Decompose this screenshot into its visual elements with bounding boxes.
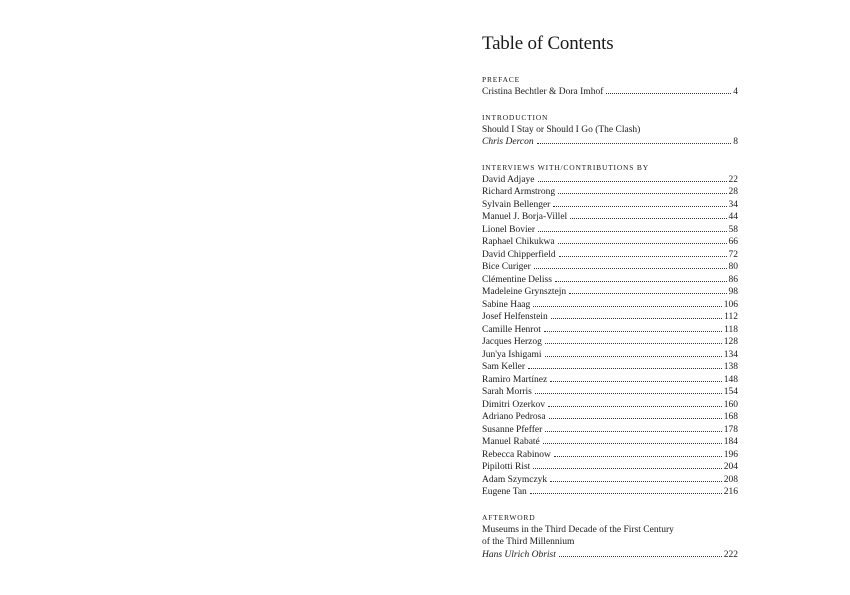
entry-page: 8 [733,137,738,147]
entry-name: Sam Keller [482,362,526,372]
entry-page: 154 [723,387,738,397]
entry-name: Bice Curiger [482,262,531,272]
right-page [425,0,850,595]
dot-leader [543,443,722,444]
toc-entry[interactable] [482,274,738,287]
entry-page: 28 [728,187,738,197]
entry-page: 80 [728,262,738,272]
entry-name: Rebecca Rabinow [482,449,551,460]
entry-page: 196 [723,449,738,460]
dot-leader [554,456,722,457]
toc-entry-afterword[interactable] [482,549,738,562]
dot-leader [551,318,722,319]
entry-page: 204 [723,462,738,472]
section-label-afterword: AFTERWORD [482,512,536,522]
entry-name: Dimitri Ozerkov [482,399,546,410]
toc-entry[interactable] [482,399,738,412]
section-preface [482,75,738,99]
toc-entry[interactable] [482,311,738,324]
section-interviews [482,163,738,499]
toc-entry[interactable] [482,386,738,399]
dot-leader [544,331,722,332]
toc-entry[interactable] [482,186,738,199]
interview-list [482,174,738,499]
entry-name: Lionel Bovier [482,224,536,235]
entry-name: Jun'ya Ishigami [482,349,542,360]
entry-page: 138 [723,362,738,372]
toc-entry[interactable] [482,261,738,274]
entry-author: Chris Dercon [482,137,534,147]
entry-name: Josef Helfenstein [482,312,548,322]
table-of-contents [482,33,738,575]
dot-leader [533,468,721,469]
entry-name: Madeleine Grynsztejn [482,287,567,297]
toc-title: Table of Contents [482,33,614,54]
toc-entry[interactable] [482,349,738,362]
section-label-introduction: INTRODUCTION [482,112,549,122]
entry-name: Manuel Rabaté [482,437,540,447]
section-afterword [482,513,738,562]
entry-page: 168 [723,412,738,422]
toc-entry[interactable] [482,249,738,262]
toc-entry[interactable] [482,424,738,437]
entry-page: 98 [728,287,738,297]
dot-leader [533,306,721,307]
entry-page: 66 [728,237,738,247]
entry-name: Raphael Chikukwa [482,237,555,247]
toc-entry[interactable] [482,324,738,337]
section-label-preface: PREFACE [482,75,520,84]
dot-leader [555,281,727,282]
dot-leader [559,256,727,257]
toc-entry[interactable] [482,299,738,312]
dot-leader [550,381,722,382]
entry-page: 86 [728,274,738,285]
toc-entry[interactable] [482,236,738,249]
dot-leader [550,481,722,482]
dot-leader [558,193,726,194]
entry-name: Adam Szymczyk [482,474,548,485]
dot-leader [570,218,726,219]
entry-name: Camille Henrot [482,324,541,335]
dot-leader [537,143,732,144]
entry-page: 106 [723,299,738,310]
entry-name: Jacques Herzog [482,337,542,347]
entry-page: 208 [723,474,738,485]
entry-name: David Adjaye [482,174,535,185]
dot-leader [535,393,722,394]
entry-name: Sabine Haag [482,299,531,310]
dot-leader [534,268,727,269]
toc-entry[interactable] [482,199,738,212]
dot-leader [553,206,726,207]
introduction-title[interactable]: Should I Stay or Should I Go (The Clash) [482,124,641,135]
section-label-interviews: INTERVIEWS WITH/CONTRIBUTIONS BY [482,162,649,172]
entry-name: Sarah Morris [482,387,532,397]
entry-page: 148 [723,374,738,385]
toc-entry[interactable] [482,411,738,424]
entry-page: 34 [728,199,738,210]
entry-page: 184 [723,437,738,447]
entry-name: Cristina Bechtler & Dora Imhof [482,87,604,97]
dot-leader [538,181,727,182]
entry-page: 4 [733,87,738,97]
entry-name: David Chipperfield [482,249,556,260]
entry-name: Manuel J. Borja-Villel [482,212,568,222]
dot-leader [528,368,722,369]
entry-page: 58 [728,224,738,235]
entry-page: 134 [723,349,738,360]
toc-entry[interactable] [482,174,738,187]
toc-entry[interactable] [482,286,738,299]
toc-entry[interactable] [482,336,738,349]
entry-name: Clémentine Deliss [482,274,552,285]
toc-entry-preface[interactable] [482,86,738,99]
dot-leader [548,406,722,407]
entry-page: 72 [728,249,738,260]
toc-entry[interactable] [482,486,738,499]
entry-page: 222 [723,549,738,560]
dot-leader [545,431,722,432]
afterword-title-line-2[interactable]: of the Third Millennium [482,537,575,547]
toc-entry[interactable] [482,449,738,462]
entry-name: Adriano Pedrosa [482,412,546,422]
entry-name: Eugene Tan [482,487,527,497]
dot-leader [569,293,726,294]
entry-page: 160 [723,399,738,410]
entry-author: Hans Ulrich Obrist [482,549,556,560]
dot-leader [558,243,727,244]
entry-page: 112 [724,312,738,322]
toc-entry[interactable] [482,474,738,487]
dot-leader [530,493,722,494]
afterword-title-line-1[interactable]: Museums in the Third Decade of the First Century [482,524,674,535]
entry-name: Susanne Pfeffer [482,424,543,435]
toc-entry[interactable] [482,211,738,224]
entry-page: 22 [728,174,738,185]
entry-name: Pipilotti Rist [482,462,531,472]
toc-entry[interactable] [482,461,738,474]
dot-leader [538,231,726,232]
toc-entry[interactable] [482,436,738,449]
toc-entry[interactable] [482,374,738,387]
entry-page: 216 [723,487,738,497]
entry-name: Sylvain Bellenger [482,199,551,210]
dot-leader [545,356,722,357]
toc-entry[interactable] [482,224,738,237]
entry-page: 178 [723,424,738,435]
toc-entry[interactable] [482,361,738,374]
dot-leader [559,556,722,557]
dot-leader [606,93,731,94]
section-introduction [482,113,738,149]
entry-name: Ramiro Martínez [482,374,548,385]
entry-page: 128 [723,337,738,347]
entry-name: Richard Armstrong [482,187,556,197]
dot-leader [549,418,722,419]
entry-page: 118 [724,324,738,335]
entry-page: 44 [728,212,738,222]
dot-leader [545,343,722,344]
toc-entry-introduction[interactable] [482,136,738,149]
